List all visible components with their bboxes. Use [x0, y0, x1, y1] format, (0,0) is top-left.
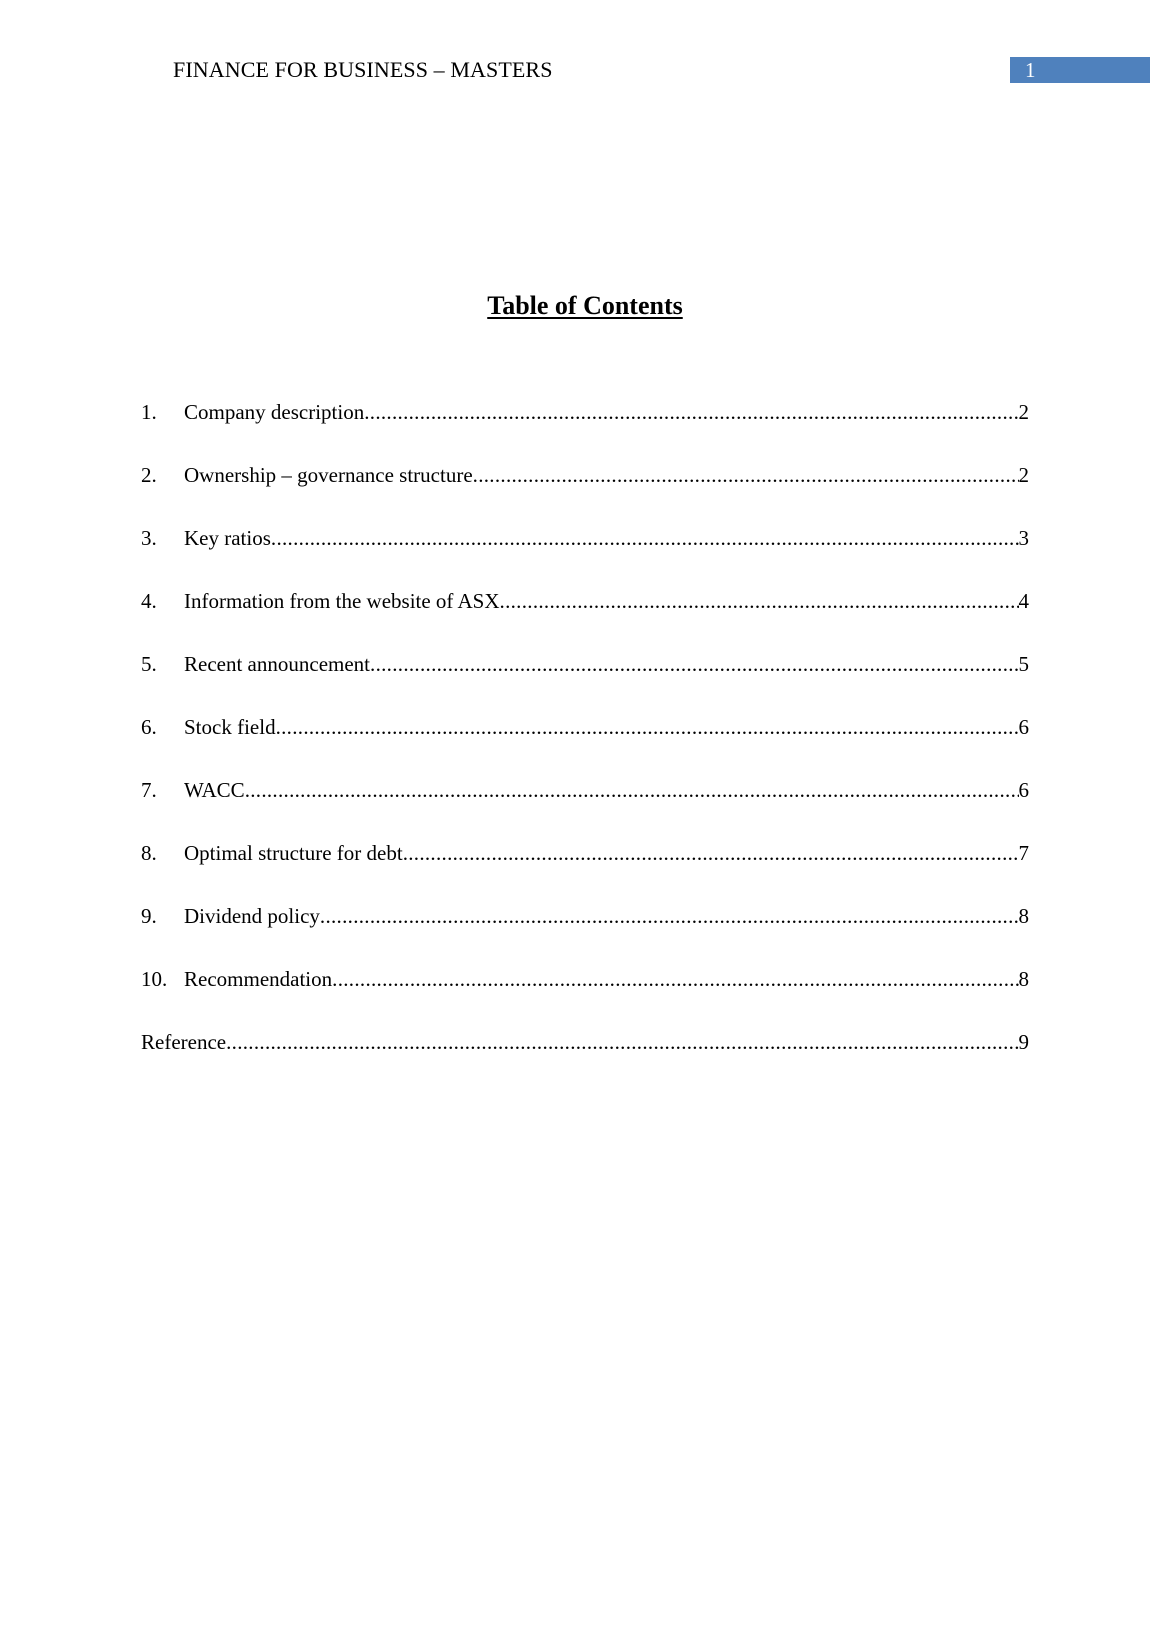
toc-entry-wacc[interactable] — [141, 776, 1029, 804]
toc-entry-key-ratios[interactable] — [141, 524, 1029, 552]
toc-entry-page: 4 — [1018, 589, 1029, 613]
toc-dot-leader — [245, 776, 1019, 804]
header-title: FINANCE FOR BUSINESS – MASTERS — [173, 57, 553, 82]
toc-entry-company-description[interactable] — [141, 398, 1029, 426]
toc-entry-page: 7 — [1018, 841, 1029, 865]
toc-entry-asx-information[interactable] — [141, 587, 1029, 615]
toc-entry-label: Stock field — [184, 715, 276, 739]
toc-entry-number: 2. — [141, 463, 157, 487]
toc-entry-label: Company description — [184, 400, 365, 424]
toc-entry-recent-announcement[interactable] — [141, 650, 1029, 678]
toc-entry-number: 10. — [141, 967, 168, 991]
toc-title: Table of Contents — [487, 291, 683, 320]
toc-entry-page: 8 — [1018, 904, 1029, 928]
toc-entry-number: 5. — [141, 652, 157, 676]
toc-entry-dividend-policy[interactable] — [141, 902, 1029, 930]
toc-entry-label: Ownership – governance structure — [184, 463, 473, 487]
toc-dot-leader — [500, 587, 1019, 615]
toc-entry-page: 6 — [1018, 715, 1029, 739]
toc-entry-optimal-debt-structure[interactable] — [141, 839, 1029, 867]
toc-entry-number: 3. — [141, 526, 157, 550]
toc-dot-leader — [370, 650, 1018, 678]
toc-entry-recommendation[interactable] — [141, 965, 1029, 993]
toc-entry-number: 1. — [141, 400, 157, 424]
toc-dot-leader — [271, 524, 1019, 552]
toc-entry-stock-field[interactable] — [141, 713, 1029, 741]
toc-dot-leader — [403, 839, 1019, 867]
toc-dot-leader — [320, 902, 1019, 930]
toc-entry-page: 2 — [1018, 400, 1029, 424]
toc-entry-number: 7. — [141, 778, 157, 802]
toc-entry-label: Information from the website of ASX — [184, 589, 500, 613]
toc-entry-label: Recent announcement — [184, 652, 371, 676]
toc-entry-label: Recommendation — [184, 967, 333, 991]
toc-entry-number: 6. — [141, 715, 157, 739]
toc-dot-leader — [364, 398, 1018, 426]
toc-entry-label: WACC — [184, 778, 245, 802]
toc-dot-leader — [332, 965, 1018, 993]
toc-entry-number: 4. — [141, 589, 157, 613]
toc-entry-page: 2 — [1018, 463, 1029, 487]
toc-entry-label: Optimal structure for debt — [184, 841, 403, 865]
toc-entry-page: 6 — [1018, 778, 1029, 802]
page-number: 1 — [1025, 58, 1036, 82]
toc-entry-label: Dividend policy — [184, 904, 320, 928]
toc-entry-ownership[interactable] — [141, 461, 1029, 489]
toc-entry-number: 9. — [141, 904, 157, 928]
toc-dot-leader — [473, 461, 1019, 489]
toc-entry-page: 9 — [1018, 1030, 1029, 1054]
toc-entry-page: 8 — [1018, 967, 1029, 991]
toc-entry-label: Key ratios — [184, 526, 271, 550]
toc-entry-number: 8. — [141, 841, 157, 865]
toc-entry-page: 3 — [1018, 526, 1029, 550]
toc-entry-reference[interactable] — [141, 1028, 1029, 1056]
toc-dot-leader — [276, 713, 1019, 741]
toc-dot-leader — [226, 1028, 1018, 1056]
toc-entry-label: Reference — [141, 1030, 227, 1054]
toc-entry-page: 5 — [1018, 652, 1029, 676]
